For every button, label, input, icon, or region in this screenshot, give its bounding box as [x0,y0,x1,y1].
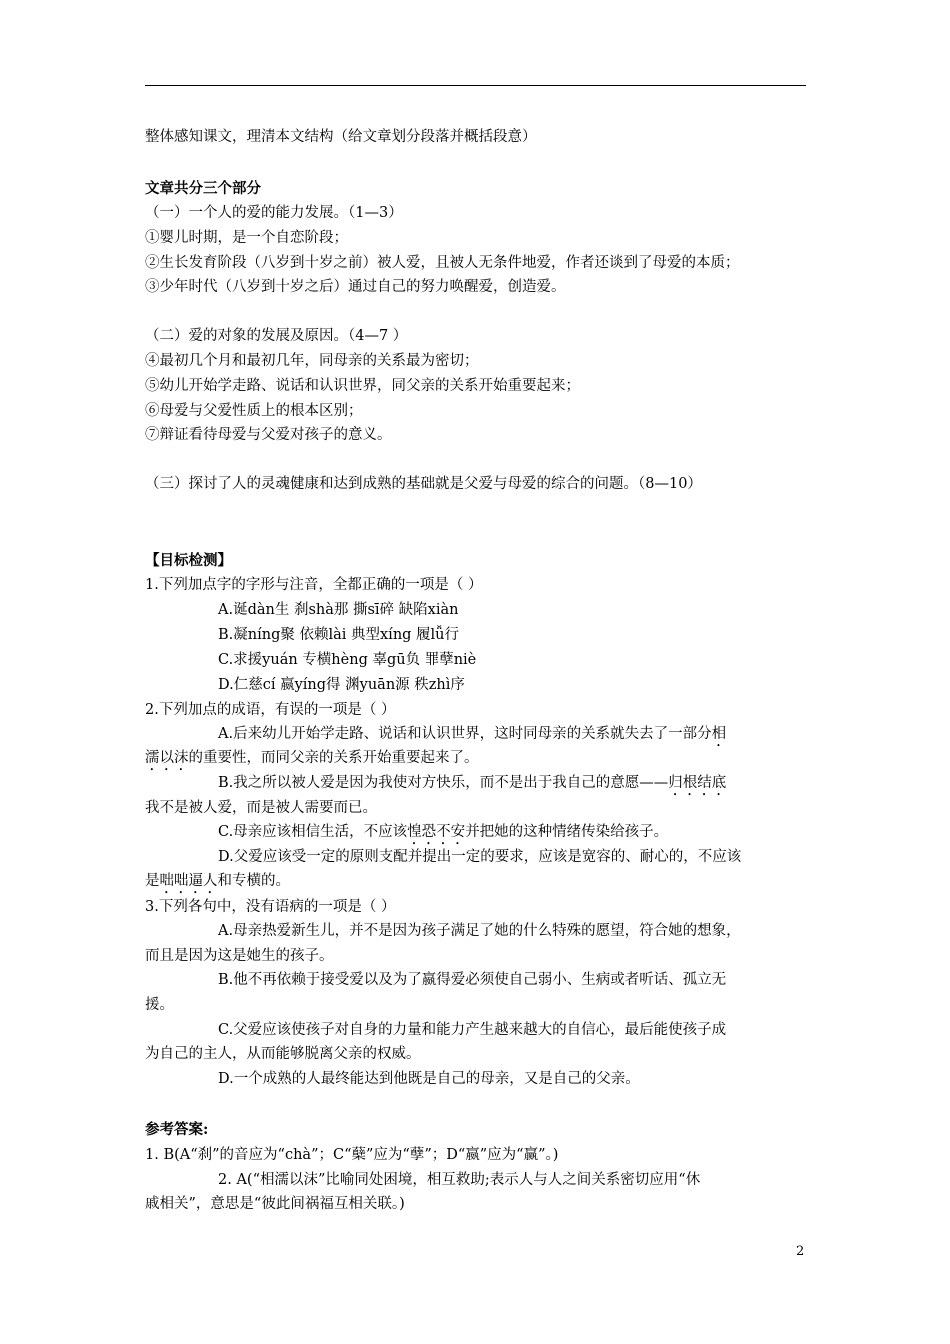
part1-item-2: ②生长发育阶段（八岁到十岁之前）被人爱，且被人无条件地爱，作者还谈到了母爱的本质； [145,255,740,271]
dotted-idiom: 咄咄逼人 [159,873,218,889]
q3-option-b-line2: 援。 [145,997,174,1013]
q1-option-b: B.凝níng聚 依赖lài 典型xíng 履lǚ行 [218,627,460,643]
part3-title: （三）探讨了人的灵魂健康和达到成熟的基础就是父爱与母爱的综合的问题。（8—10） [145,476,702,492]
part1-item-1: ①婴儿时期，是一个自恋阶段； [145,230,348,246]
q2-option-d-line2: 是咄咄逼人和专横的。 [145,873,290,889]
part2-item-5: ⑤幼儿开始学走路、说话和认识世界，同父亲的关系开始重要起来； [145,378,580,394]
answer-1: 1. B(A“刹”的音应为“chà”；C“蘖”应为“孽”；D“嬴”应为“赢”。) [145,1147,559,1163]
page-number: 2 [796,1244,805,1259]
part1-item-3: ③少年时代（八岁到十岁之后）通过自己的努力唤醒爱，创造爱。 [145,279,566,295]
q3-option-d: D.一个成熟的人最终能达到他既是自己的母亲，又是自己的父亲。 [218,1071,640,1087]
part1-title: （一）一个人的爱的能力发展。（1—3） [145,205,403,221]
answer-2-line2: 戚相关”，意思是“彼此间祸福互相关联。) [145,1196,405,1212]
q1-option-c: C.求援yuán 专横hèng 辜gū负 罪孽niè [218,652,477,668]
intro-line: 整体感知课文，理清本文结构（给文章划分段落并概括段意） [145,129,537,145]
answer-2-line1: 2. A(“相濡以沫”比喻同处困境，相互救助;表示人与人之间关系密切应用“休 [218,1172,701,1188]
part2-item-6: ⑥母爱与父爱性质上的根本区别； [145,403,363,419]
q2-option-b-line1: B.我之所以被人爱是因为我使对方快乐，而不是出于我自己的意愿——归根结底 [218,775,727,791]
q2-option-b-line2: 我不是被人爱，而是被人需要而已。 [145,800,377,816]
q3-option-c-line2: 为自己的主人，从而能够脱离父亲的权威。 [145,1046,421,1062]
q1-stem: 1.下列加点字的字形与注音，全都正确的一项是（ ） [145,577,483,593]
test-heading: 【目标检测】 [145,552,232,569]
q3-option-c-line1: C.父爱应该使孩子对自身的力量和能力产生越来越大的自信心，最后能使孩子成 [218,1022,727,1038]
part2-item-7: ⑦辩证看待母爱与父爱对孩子的意义。 [145,427,392,443]
q2-stem: 2.下列加点的成语，有误的一项是（ ） [145,702,396,718]
q3-option-b-line1: B.他不再依赖于接受爱以及为了嬴得爱必须使自己弱小、生病或者听话、孤立无 [218,972,727,988]
q1-option-a: A.诞dàn生 刹shà那 撕sī碎 缺陷xiàn [218,602,459,618]
dotted-idiom: 惶恐不安 [407,824,466,840]
answers-heading: 参考答案: [145,1121,209,1138]
q2-option-d-line1: D.父爱应该受一定的原则支配并提出一定的要求，应该是宽容的、耐心的，不应该 [218,849,742,865]
q3-option-a-line2: 而且是因为这是她生的孩子。 [145,948,334,964]
q3-stem: 3.下列各句中，没有语病的一项是（ ） [145,899,396,915]
q2-option-c: C.母亲应该相信生活，不应该惶恐不安并把她的这种情绪传染给孩子。 [218,824,669,840]
part2-title: （二）爱的对象的发展及原因。（4—7 ） [145,328,408,344]
header-rule [145,85,806,86]
q2-option-a-line1: A.后来幼儿开始学走路、说话和认识世界，这时同母亲的关系就失去了一部分相 [218,726,727,742]
q1-option-d: D.仁慈cí 嬴yíng得 渊yuān源 秩zhì序 [218,677,465,693]
structure-heading: 文章共分三个部分 [145,180,261,197]
part2-item-4: ④最初几个月和最初几年，同母亲的关系最为密切； [145,353,479,369]
dotted-idiom: 相 [711,726,727,742]
dotted-idiom: 濡以沫 [145,750,189,766]
dotted-idiom: 归根结底 [668,775,727,791]
q3-option-a-line1: A.母亲热爱新生儿，并不是因为孩子满足了她的什么特殊的愿望，符合她的想象， [218,923,741,939]
q2-option-a-line2: 濡以沫的重要性，而同父亲的关系开始重要起来了。 [145,750,479,766]
